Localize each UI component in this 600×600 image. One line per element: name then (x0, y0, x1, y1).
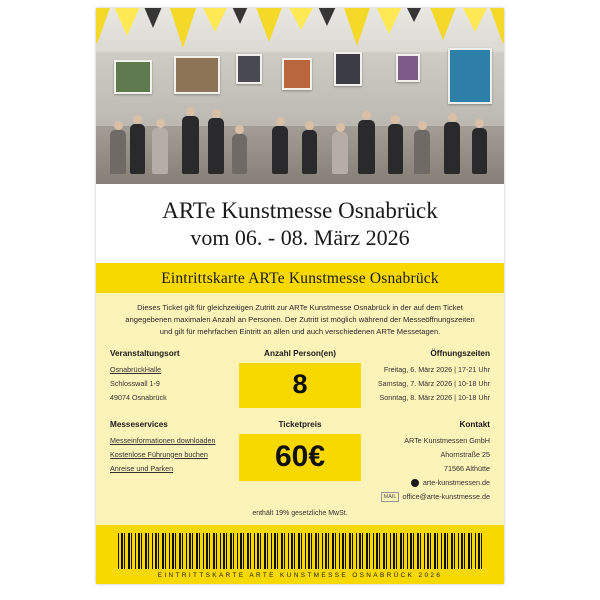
services-links (110, 434, 231, 476)
visitor (152, 128, 168, 174)
venue-block (110, 346, 231, 407)
venue-line-2: Schlosswall 1-9 (110, 379, 160, 389)
persons-block (239, 346, 362, 407)
service-link-travel[interactable]: Anreise und Parken (110, 463, 174, 473)
price-value: 60€ (274, 439, 326, 473)
artwork (396, 54, 420, 82)
visitor (358, 120, 375, 174)
contact-email-row[interactable] (369, 490, 490, 504)
persons-value-box (239, 363, 362, 407)
ticket-title (96, 184, 504, 263)
services-heading: Messeservices (110, 419, 168, 429)
ticket-type-banner: Eintrittskarte ARTe Kunstmesse Osnabrück (96, 266, 504, 293)
ticket-info-grid (96, 344, 504, 504)
fair-photo (96, 8, 504, 184)
barcode (118, 533, 482, 569)
opening-hours-line-3: Sonntag, 8. März 2026 | 10-18 Uhr (379, 393, 490, 403)
ticket-conditions-text: Dieses Ticket gilt für gleichzeitigen Zutritt zur ARTe Kunstmesse Osnabrück in der auf dem Ticket angegebenen maximalen Anzahl an Personen. Der Zutritt ist möglich während der Messeöffnungszeiten und gilt für mehrfachen Eintritt an allen und auch verschiedenen ARTe Messetagen. (125, 303, 475, 336)
venue-line-1[interactable]: OsnabrückHalle (110, 365, 162, 375)
title-line-1: ARTe Kunstmesse Osnabrück (162, 198, 438, 223)
contact-web[interactable]: arte-kunstmessen.de (422, 477, 490, 487)
visitor (472, 128, 487, 174)
contact-web-row[interactable] (369, 476, 490, 490)
persons-heading: Anzahl Person(en) (264, 349, 336, 359)
price-value-box (239, 434, 362, 482)
visitor (232, 134, 247, 174)
mail-icon: MAIL (381, 492, 398, 502)
ticket-card (96, 8, 504, 584)
contact-block (369, 417, 490, 504)
artwork (174, 56, 220, 94)
grid-spacer (239, 408, 362, 417)
contact-company: ARTe Kunstmessen GmbH (404, 435, 490, 445)
opening-hours-line-2: Samstag, 7. März 2026 | 10-18 Uhr (377, 379, 490, 389)
ticket-body (96, 263, 504, 584)
visitor (388, 124, 403, 174)
artwork (114, 60, 152, 94)
visitor (302, 130, 317, 174)
contact-city: 71566 Althütte (444, 463, 490, 473)
visitor (272, 126, 288, 174)
persons-count: 8 (292, 369, 308, 400)
visitor (208, 118, 224, 174)
visitor (130, 124, 145, 174)
opening-hours-lines (369, 363, 490, 405)
artwork (282, 58, 312, 90)
service-link-download[interactable]: Messeinformationen downloaden (110, 435, 216, 445)
globe-icon (411, 479, 419, 487)
grid-spacer (369, 408, 490, 417)
grid-spacer (110, 408, 231, 417)
venue-line-3: 49074 Osnabrück (110, 393, 167, 403)
price-block (239, 417, 362, 504)
venue-lines (110, 363, 231, 405)
visitor (444, 122, 460, 174)
opening-hours-line-1: Freitag, 6. März 2026 | 17-21 Uhr (383, 365, 490, 375)
visitor (414, 130, 430, 174)
artwork (334, 52, 362, 86)
barcode-area (96, 525, 504, 584)
services-block (110, 417, 231, 504)
title-line-2: vom 06. - 08. März 2026 (190, 225, 410, 251)
opening-hours-block (369, 346, 490, 407)
contact-heading: Kontakt (459, 419, 490, 429)
visitor (110, 130, 126, 174)
price-heading: Ticketpreis (278, 419, 322, 429)
service-link-tours[interactable]: Kostenlose Führungen buchen (110, 449, 208, 459)
visitor (182, 116, 199, 174)
vat-note: enthält 19% gesetzliche MwSt. (252, 509, 348, 517)
contact-lines (369, 434, 490, 476)
visitor (332, 132, 348, 174)
artwork-portrait (448, 48, 492, 104)
artwork (236, 54, 262, 84)
opening-hours-heading: Öffnungszeiten (430, 349, 490, 359)
contact-street: Ahornstraße 25 (440, 449, 490, 459)
barcode-caption: EINTRITTSKARTE ARTE KUNSTMESSE OSNABRÜCK 2026 (157, 572, 443, 579)
contact-email[interactable]: office@arte-kunstmesse.de (402, 491, 490, 501)
venue-heading: Veranstaltungsort (110, 349, 180, 359)
